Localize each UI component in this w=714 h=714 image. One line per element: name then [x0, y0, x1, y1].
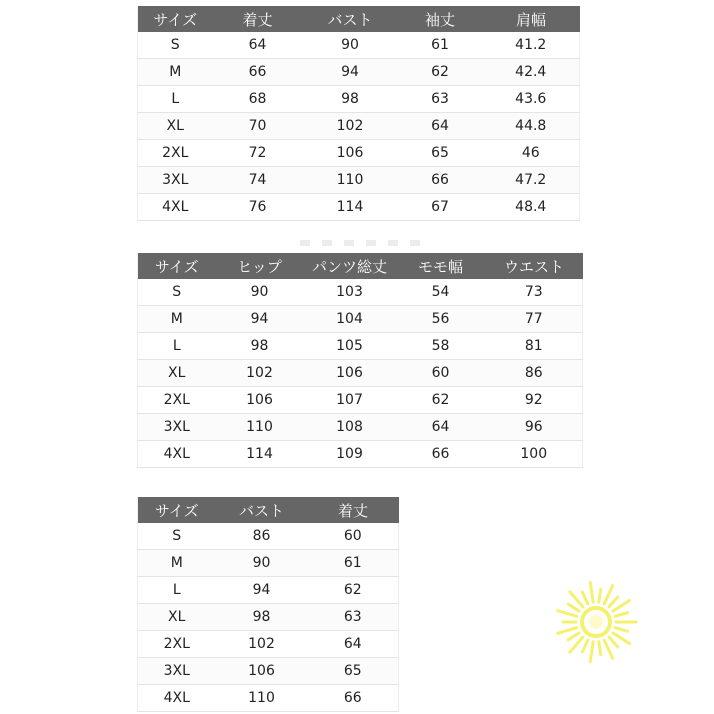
table-cell: 109	[304, 441, 396, 468]
table-cell: 4XL	[138, 685, 216, 712]
table-cell: 106	[304, 360, 396, 387]
table-cell: 44.8	[483, 113, 580, 140]
sun-stamp-icon	[550, 576, 642, 668]
header-cell: バスト	[303, 6, 398, 32]
sun-ray	[609, 637, 618, 647]
table-cell: M	[138, 306, 216, 333]
sun-ray	[599, 589, 601, 602]
table-cell: M	[138, 550, 216, 577]
table-row	[138, 279, 583, 306]
table-cell: 70	[213, 113, 303, 140]
table-cell: 96	[486, 414, 583, 441]
sun-ray	[570, 592, 583, 607]
table-cell: L	[138, 333, 216, 360]
table-cell: 90	[303, 32, 398, 59]
table-cell: 64	[308, 631, 399, 658]
table-cell: 114	[216, 441, 304, 468]
table-cell: 106	[216, 658, 308, 685]
table-cell: 62	[398, 59, 483, 86]
header-cell: 着丈	[308, 497, 399, 523]
table-cell: 48.4	[483, 194, 580, 221]
table-cell: 106	[303, 140, 398, 167]
table-row	[138, 604, 399, 631]
sun-ray	[615, 613, 627, 617]
header-cell: ヒップ	[216, 253, 304, 279]
faint-watermark-mark	[300, 240, 420, 246]
table-cell: 77	[486, 306, 583, 333]
table-cell: 107	[304, 387, 396, 414]
table-row	[138, 333, 583, 360]
table-row	[138, 86, 580, 113]
header-cell: サイズ	[138, 497, 216, 523]
sun-ray	[558, 611, 577, 617]
table-cell: 68	[213, 86, 303, 113]
header-cell: パンツ総丈	[304, 253, 396, 279]
table-cell: 104	[304, 306, 396, 333]
table-row	[138, 360, 583, 387]
sun-ray	[582, 640, 587, 652]
sun-ray	[609, 597, 618, 607]
sun-ray	[599, 642, 601, 655]
table-row	[138, 658, 399, 685]
table-header-row	[138, 6, 580, 32]
table-row	[138, 113, 580, 140]
table-cell: 42.4	[483, 59, 580, 86]
table-cell: 2XL	[138, 631, 216, 658]
header-cell: サイズ	[138, 253, 216, 279]
table-cell: 114	[303, 194, 398, 221]
table-cell: XL	[138, 604, 216, 631]
table-cell: 74	[213, 167, 303, 194]
table-row	[138, 59, 580, 86]
table-cell: 67	[398, 194, 483, 221]
header-cell: モモ幅	[396, 253, 486, 279]
table-cell: 90	[216, 550, 308, 577]
table-cell: S	[138, 279, 216, 306]
header-cell: バスト	[216, 497, 308, 523]
sun-ray	[582, 592, 587, 604]
table-cell: 105	[304, 333, 396, 360]
table-row	[138, 685, 399, 712]
table-cell: 94	[216, 306, 304, 333]
table-cell: 61	[308, 550, 399, 577]
table-cell: 98	[303, 86, 398, 113]
table-cell: L	[138, 86, 213, 113]
table-row	[138, 550, 399, 577]
table-cell: 54	[396, 279, 486, 306]
sun-ray	[590, 582, 593, 602]
header-cell: 着丈	[213, 6, 303, 32]
table-row	[138, 523, 399, 550]
table-cell: 108	[304, 414, 396, 441]
table-row	[138, 387, 583, 414]
table-cell: 106	[216, 387, 304, 414]
sun-ray	[570, 637, 583, 652]
table-cell: 66	[213, 59, 303, 86]
table-cell: 60	[396, 360, 486, 387]
table-row	[138, 577, 399, 604]
sun-ray	[590, 642, 593, 662]
sun-ray	[604, 586, 612, 604]
header-cell: 肩幅	[483, 6, 580, 32]
table-cell: 98	[216, 333, 304, 360]
size-chart-inner	[137, 497, 399, 712]
sun-ray	[613, 633, 630, 644]
table-cell: 102	[303, 113, 398, 140]
table-cell: 41.2	[483, 32, 580, 59]
table-row	[138, 414, 583, 441]
table-cell: 4XL	[138, 194, 213, 221]
table-cell: 66	[396, 441, 486, 468]
table-row	[138, 441, 583, 468]
table-cell: 64	[396, 414, 486, 441]
table-cell: 58	[396, 333, 486, 360]
sun-ray	[613, 600, 630, 611]
table-row	[138, 194, 580, 221]
sun-ray	[568, 633, 579, 640]
table-cell: 43.6	[483, 86, 580, 113]
table-cell: 86	[486, 360, 583, 387]
table-cell: S	[138, 523, 216, 550]
table-cell: 66	[398, 167, 483, 194]
sun-ray	[568, 604, 579, 611]
table-cell: L	[138, 577, 216, 604]
table-cell: 65	[308, 658, 399, 685]
table-header-row	[138, 497, 399, 523]
size-chart-pants	[137, 253, 583, 468]
table-cell: M	[138, 59, 213, 86]
table-cell: 62	[308, 577, 399, 604]
table-cell: 65	[398, 140, 483, 167]
sun-ray	[604, 640, 612, 658]
table-cell: 72	[213, 140, 303, 167]
table-cell: XL	[138, 360, 216, 387]
table-cell: S	[138, 32, 213, 59]
table-cell: 2XL	[138, 387, 216, 414]
table-cell: 60	[308, 523, 399, 550]
table-cell: 3XL	[138, 658, 216, 685]
table-cell: 102	[216, 360, 304, 387]
table-row	[138, 32, 580, 59]
table-row	[138, 167, 580, 194]
table-cell: 2XL	[138, 140, 213, 167]
table-cell: 102	[216, 631, 308, 658]
table-cell: 46	[483, 140, 580, 167]
sun-ray	[615, 628, 627, 632]
table-cell: 103	[304, 279, 396, 306]
table-row	[138, 306, 583, 333]
table-cell: 100	[486, 441, 583, 468]
table-cell: 3XL	[138, 414, 216, 441]
sun-ray	[558, 628, 577, 634]
table-cell: 86	[216, 523, 308, 550]
table-cell: 64	[398, 113, 483, 140]
table-cell: 56	[396, 306, 486, 333]
table-cell: 94	[303, 59, 398, 86]
table-row	[138, 140, 580, 167]
table-header-row	[138, 253, 583, 279]
table-cell: 61	[398, 32, 483, 59]
table-cell: 94	[216, 577, 308, 604]
size-chart-tops	[137, 6, 580, 221]
table-cell: 98	[216, 604, 308, 631]
table-cell: 64	[213, 32, 303, 59]
header-cell: サイズ	[138, 6, 213, 32]
table-cell: 63	[398, 86, 483, 113]
table-cell: 110	[216, 414, 304, 441]
table-cell: 90	[216, 279, 304, 306]
table-cell: 4XL	[138, 441, 216, 468]
table-cell: 62	[396, 387, 486, 414]
table-cell: 110	[216, 685, 308, 712]
header-cell: ウエスト	[486, 253, 583, 279]
table-cell: XL	[138, 113, 213, 140]
table-cell: 3XL	[138, 167, 213, 194]
table-cell: 92	[486, 387, 583, 414]
table-cell: 47.2	[483, 167, 580, 194]
table-cell: 63	[308, 604, 399, 631]
table-cell: 81	[486, 333, 583, 360]
table-cell: 73	[486, 279, 583, 306]
table-row	[138, 631, 399, 658]
header-cell: 袖丈	[398, 6, 483, 32]
table-cell: 110	[303, 167, 398, 194]
table-cell: 76	[213, 194, 303, 221]
table-cell: 66	[308, 685, 399, 712]
